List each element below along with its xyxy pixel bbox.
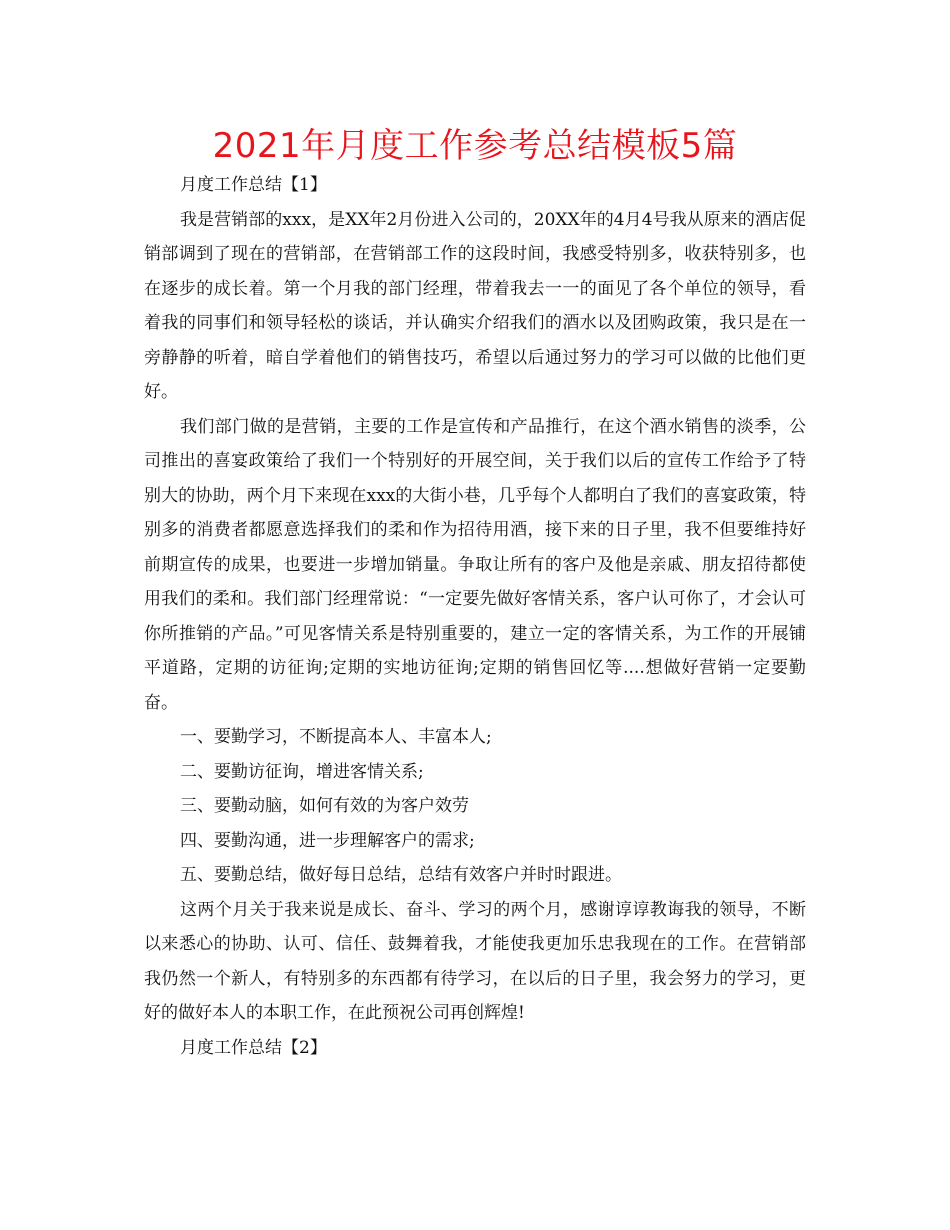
document-body — [144, 168, 806, 1065]
section-heading-2: 月度工作总结【2】 — [180, 1037, 327, 1058]
document-title: 2021年月度工作参考总结模板5篇 — [212, 126, 738, 166]
list-item-1: 一、要勤学习，不断提高本人、丰富本人; — [180, 727, 492, 747]
section-heading-1: 月度工作总结【1】 — [180, 175, 327, 195]
list-item-3: 三、要勤动脑，如何有效的为客户效劳 — [180, 796, 469, 816]
paragraph-department-work: 我们部门做的是营销，主要的工作是宣传和产品推行，在这个酒水销售的淡季，公司推出的喜宴政策给了我们一个特别好的开展空间，关于我们以后的宣传工作给予了特别大的协助，两个月下来现在xxx的大街小巷，几乎每个人都明白了我们的喜宴政策，特别多的消费者都愿意选择我们的柔和作为招待用酒，接下来的日子里，我不但要维持好前期宣传的成果，也要进一步增加销量。争取让所有的客户及他是亲戚、朋友招待都使用我们的柔和。我们部门经理常说：“一定要先做好客情关系，客户认可你了，才会认可你所推销的产品。”可见客情关系是特别重要的，建立一定的客情关系，为工作的开展铺平道路，定期的访征询;定期的实地访征询;定期的销售回忆等....想做好营销一定要勤奋。 — [144, 416, 806, 713]
list-item-4: 四、要勤沟通，进一步理解客户的需求; — [180, 830, 475, 851]
paragraph-intro: 我是营销部的xxx，是XX年2月份进入公司的，20XX年的4月4号我从原来的酒店促销部调到了现在的营销部，在营销部工作的这段时间，我感受特别多，收获特别多，也在逐步的成长着。第一个月我的部门经理，带着我去一一的面见了各个单位的领导，看着我的同事们和领导轻松的谈话，并认确实介绍我们的酒水以及团购政策，我只是在一旁静静的听着，暗自学着他们的销售技巧，希望以后通过努力的学习可以做的比他们更好。 — [144, 209, 806, 402]
paragraph-conclusion: 这两个月关于我来说是成长、奋斗、学习的两个月，感谢谆谆教诲我的领导，不断以来悉心的协助、认可、信任、鼓舞着我，才能使我更加乐忠我现在的工作。在营销部我仍然一个新人，有特别多的东西都有待学习，在以后的日子里，我会努力的学习，更好的做好本人的本职工作，在此预祝公司再创辉煌! — [144, 899, 806, 1023]
list-item-5: 五、要勤总结，做好每日总结，总结有效客户并时时跟进。 — [180, 865, 622, 885]
list-item-2: 二、要勤访征询，增进客情关系; — [180, 761, 424, 782]
